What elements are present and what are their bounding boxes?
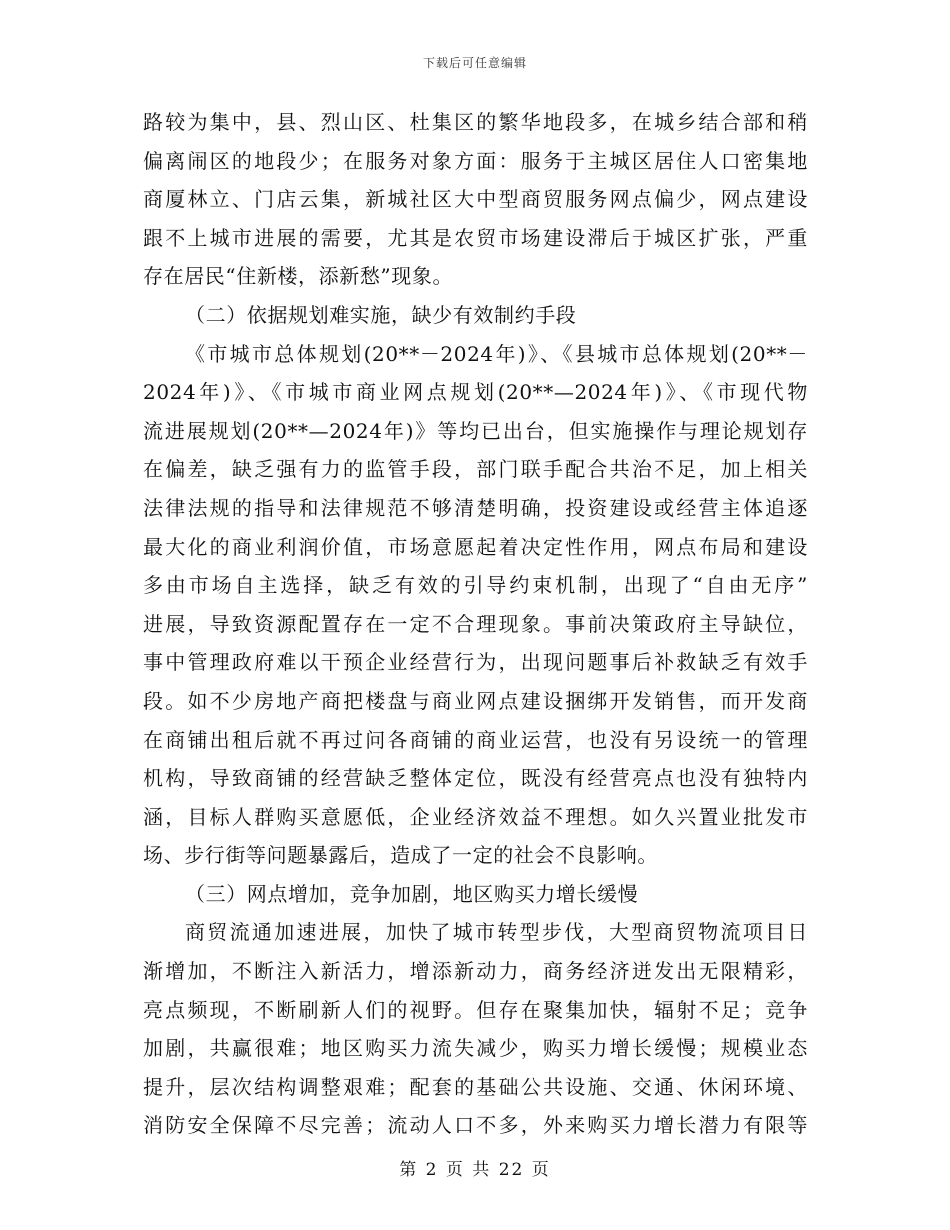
text-line: 2024年)》、《市城市商业网点规划(20**—2024年)》、《市现代物: [143, 380, 808, 405]
text-line: 事中管理政府难以干预企业经营行为，出现问题事后补救缺乏有效手: [143, 650, 808, 675]
text-line: 偏离闹区的地段少；在服务对象方面：服务于主城区居住人口密集地: [143, 148, 808, 173]
text-line: 商厦林立、门店云集，新城社区大中型商贸服务网点偏少，网点建设: [143, 187, 808, 212]
text-line: 多由市场自主选择，缺乏有效的引导约束机制，出现了“自由无序”: [143, 573, 808, 598]
text-line: 渐增加，不断注入新活力，增添新动力，商务经济迸发出无限精彩，: [143, 959, 808, 984]
text-line: 消防安全保障不尽完善；流动人口不多，外来购买力增长潜力有限等: [143, 1113, 808, 1138]
text-line: 最大化的商业利润价值，市场意愿起着决定性作用，网点布局和建设: [143, 534, 808, 559]
text-line: 法律法规的指导和法律规范不够清楚明确，投资建设或经营主体追逐: [143, 495, 808, 520]
page-header: 下载后可任意编辑: [422, 56, 527, 70]
text-line: 加剧，共赢很难；地区购买力流失减少，购买力增长缓慢；规模业态: [143, 1036, 808, 1061]
text-line: 段。如不少房地产商把楼盘与商业网点建设捆绑开发销售，而开发商: [143, 688, 808, 713]
document-body: [143, 103, 808, 1145]
text-line: 存在居民“住新楼，添新愁”现象。: [143, 264, 454, 289]
text-line: 路较为集中，县、烈山区、杜集区的繁华地段多，在城乡结合部和稍: [143, 110, 808, 134]
text-line: （二）依据规划难实施，缺少有效制约手段: [185, 302, 577, 327]
text-line: 商贸流通加速进展，加快了城市转型步伐，大型商贸物流项目日: [185, 920, 808, 945]
text-line: 提升，层次结构调整艰难；配套的基础公共设施、交通、休闲环境、: [143, 1074, 808, 1099]
text-line: 在商铺出租后就不再过问各商铺的商业运营，也没有另设统一的管理: [143, 727, 808, 752]
text-line: 涵，目标人群购买意愿低，企业经济效益不理想。如久兴置业批发市: [143, 804, 808, 829]
text-line: 流进展规划(20**—2024年)》等均已出台，但实施操作与理论规划存: [143, 418, 808, 443]
text-line: 在偏差，缺乏强有力的监管手段，部门联手配合共治不足，加上相关: [143, 457, 808, 482]
text-line: 亮点频现，不断刷新人们的视野。但存在聚集加快，辐射不足；竞争: [143, 997, 808, 1022]
text-line: 《市城市总体规划(20**－2024年)》、《县城市总体规划(20**－: [185, 341, 808, 366]
text-line: 场、步行街等问题暴露后，造成了一定的社会不良影响。: [143, 843, 658, 868]
text-line: 进展，导致资源配置存在一定不合理现象。事前决策政府主导缺位，: [143, 611, 808, 636]
page-footer: 第 2 页 共 22 页: [399, 1160, 551, 1180]
text-line: （三）网点增加，竞争加剧，地区购买力增长缓慢: [185, 881, 639, 906]
text-line: 跟不上城市进展的需要，尤其是农贸市场建设滞后于城区扩张，严重: [143, 225, 808, 250]
text-line: 机构，导致商铺的经营缺乏整体定位，既没有经营亮点也没有独特内: [143, 766, 808, 791]
